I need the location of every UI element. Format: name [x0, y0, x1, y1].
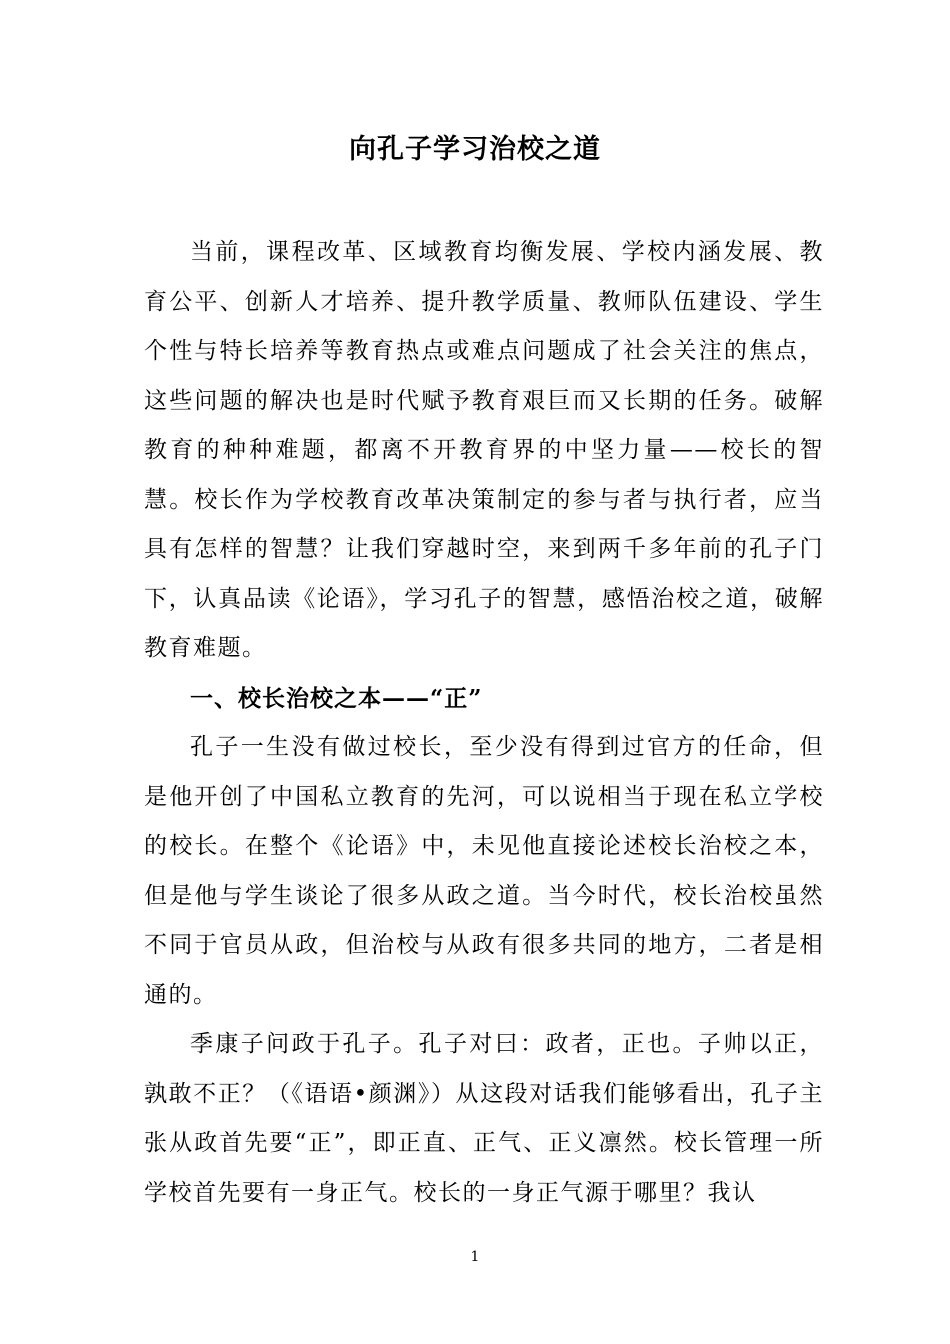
page-number: 1: [470, 1249, 480, 1265]
paragraph-intro: 当前，课程改革、区域教育均衡发展、学校内涵发展、教育公平、创新人才培养、提升教学质量、教师队伍建设、学生个性与特长培养等教育热点或难点问题成了社会关注的焦点，这些问题的解决也是时代赋予教育艰巨而又长期的任务。破解教育的种种难题，都离不开教育界的中坚力量——校长的智慧。校长作为学校教育改革决策制定的参与者与执行者，应当具有怎样的智慧？让我们穿越时空，来到两千多年前的孔子门下，认真品读《论语》，学习孔子的智慧，感悟治校之道，破解教育难题。: [144, 239, 824, 661]
paragraph-ji-kangzi: 季康子问政于孔子。孔子对曰：政者，正也。子帅以正，孰敢不正？（《语语•颜渊》）从这段对话我们能够看出，孔子主张从政首先要“正”，即正直、正气、正义凛然。校长管理一所学校首先要有一身正气。校长的一身正气源于哪里？我认: [144, 1031, 824, 1206]
document-body: [144, 228, 824, 1218]
paragraph-confucius-principal: 孔子一生没有做过校长，至少没有得到过官方的任命，但是他开创了中国私立教育的先河，可以说相当于现在私立学校的校长。在整个《论语》中，未见他直接论述校长治校之本，但是他与学生谈论了很多从政之道。当今时代，校长治校虽然不同于官员从政，但治校与从政有很多共同的地方，二者是相通的。: [144, 734, 824, 1008]
document-title: 向孔子学习治校之道: [349, 134, 601, 165]
section-heading: 一、校长治校之本——“正”: [190, 684, 483, 712]
